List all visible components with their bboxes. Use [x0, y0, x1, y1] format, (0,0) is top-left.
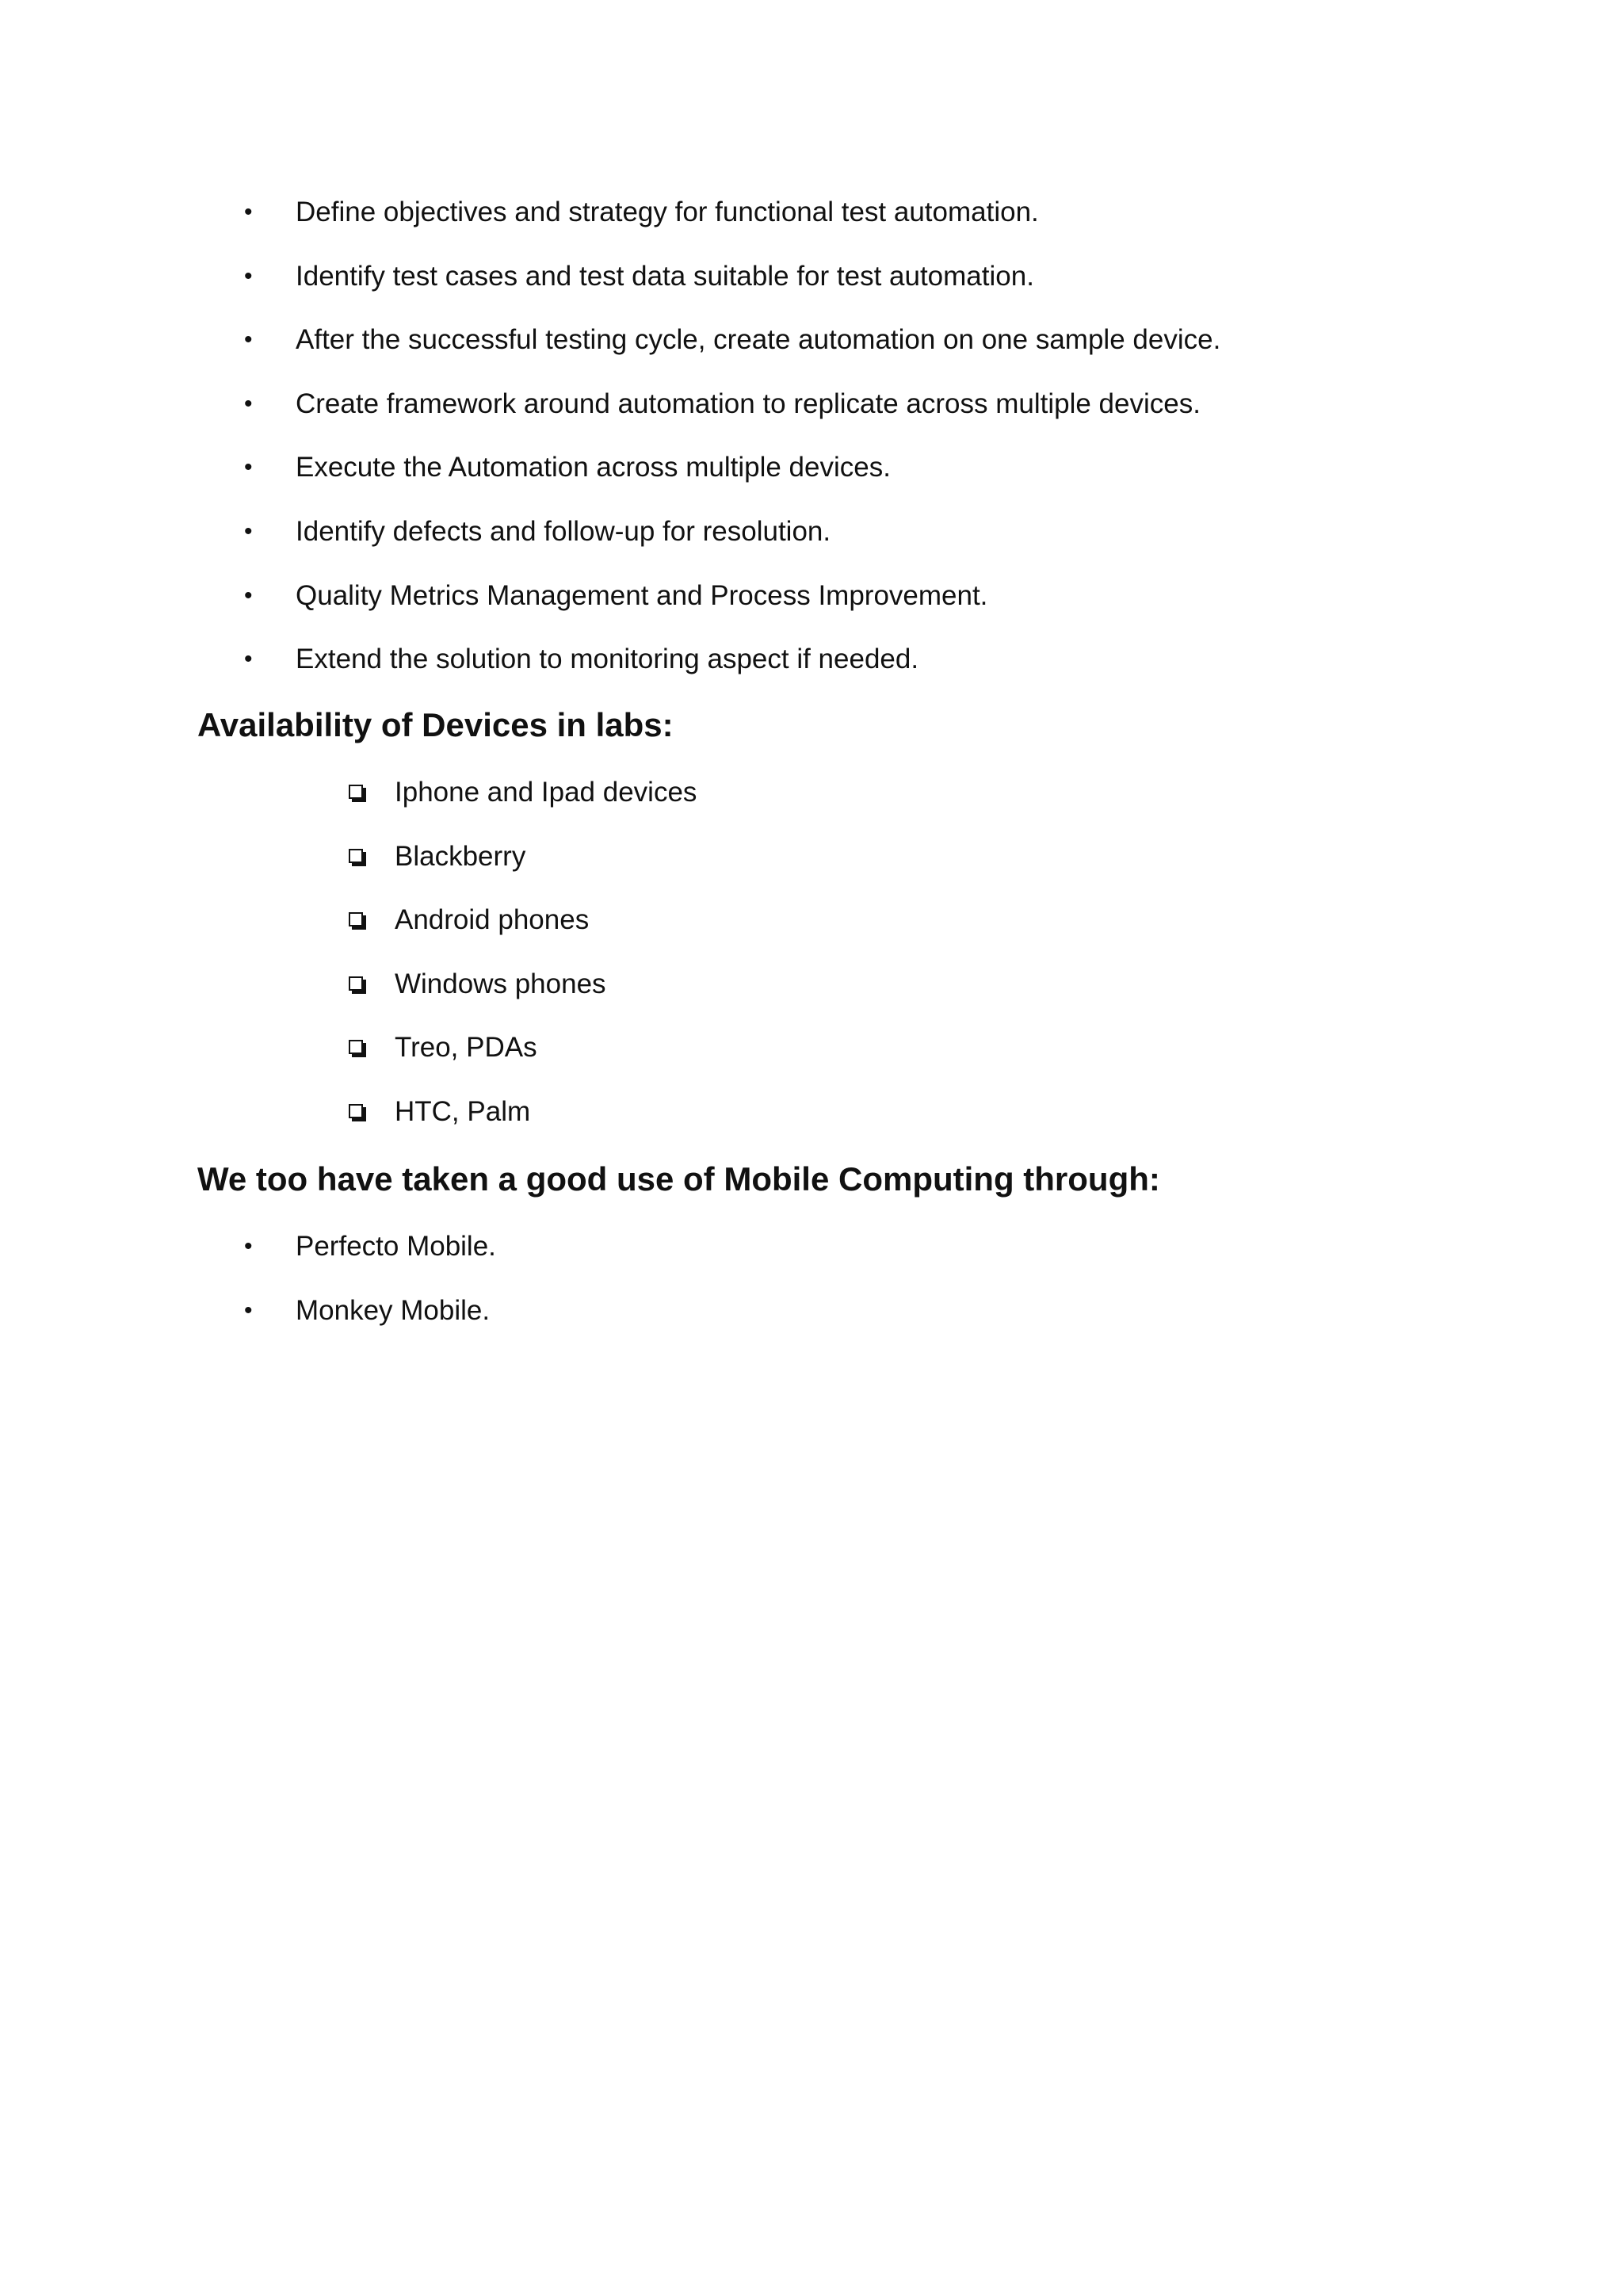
bullet-marker: • — [244, 518, 253, 544]
list-item-text: Define objectives and strategy for functional test automation. — [296, 197, 1039, 227]
bullet-marker: • — [244, 199, 253, 225]
checkbox-bullet-icon — [349, 1040, 363, 1054]
list-item-text: Blackberry — [395, 840, 526, 872]
mobile-computing-heading: We too have taken a good use of Mobile Computing through: — [197, 1160, 1160, 1198]
bullet-marker: • — [244, 582, 253, 609]
bullet-marker: • — [244, 390, 253, 417]
devices-heading: Availability of Devices in labs: — [197, 706, 674, 743]
bullet-marker: • — [244, 1233, 253, 1259]
bullet-marker: • — [244, 1297, 253, 1324]
list-item-text: Create framework around automation to replicate across multiple devices. — [296, 388, 1201, 419]
list-item-text: Perfecto Mobile. — [296, 1231, 496, 1262]
list-item-text: Extend the solution to monitoring aspect if needed. — [296, 644, 919, 675]
bullet-marker: • — [244, 262, 253, 289]
list-item-text: Quality Metrics Management and Process Improvement. — [296, 579, 988, 611]
list-item-text: Treo, PDAs — [395, 1032, 537, 1064]
checkbox-bullet-icon — [349, 1104, 363, 1118]
bullet-marker: • — [244, 327, 253, 353]
checkbox-bullet-icon — [349, 785, 363, 799]
list-item-text: HTC, Palm — [395, 1095, 531, 1127]
list-item-text: Execute the Automation across multiple devices. — [296, 452, 891, 483]
checkbox-bullet-icon — [349, 976, 363, 991]
bullet-marker: • — [244, 646, 253, 673]
list-item-text: After the successful testing cycle, create automation on one sample device. — [296, 324, 1221, 356]
list-item-text: Android phones — [395, 904, 590, 936]
list-item-text: Identify test cases and test data suitable for test automation. — [296, 260, 1034, 292]
list-item-text: Iphone and Ipad devices — [395, 777, 697, 808]
list-item-text: Identify defects and follow-up for resolution. — [296, 515, 831, 547]
list-item-text: Windows phones — [395, 968, 606, 999]
checkbox-bullet-icon — [349, 849, 363, 863]
bullet-marker: • — [244, 454, 253, 481]
checkbox-bullet-icon — [349, 912, 363, 926]
list-item-text: Monkey Mobile. — [296, 1294, 491, 1326]
